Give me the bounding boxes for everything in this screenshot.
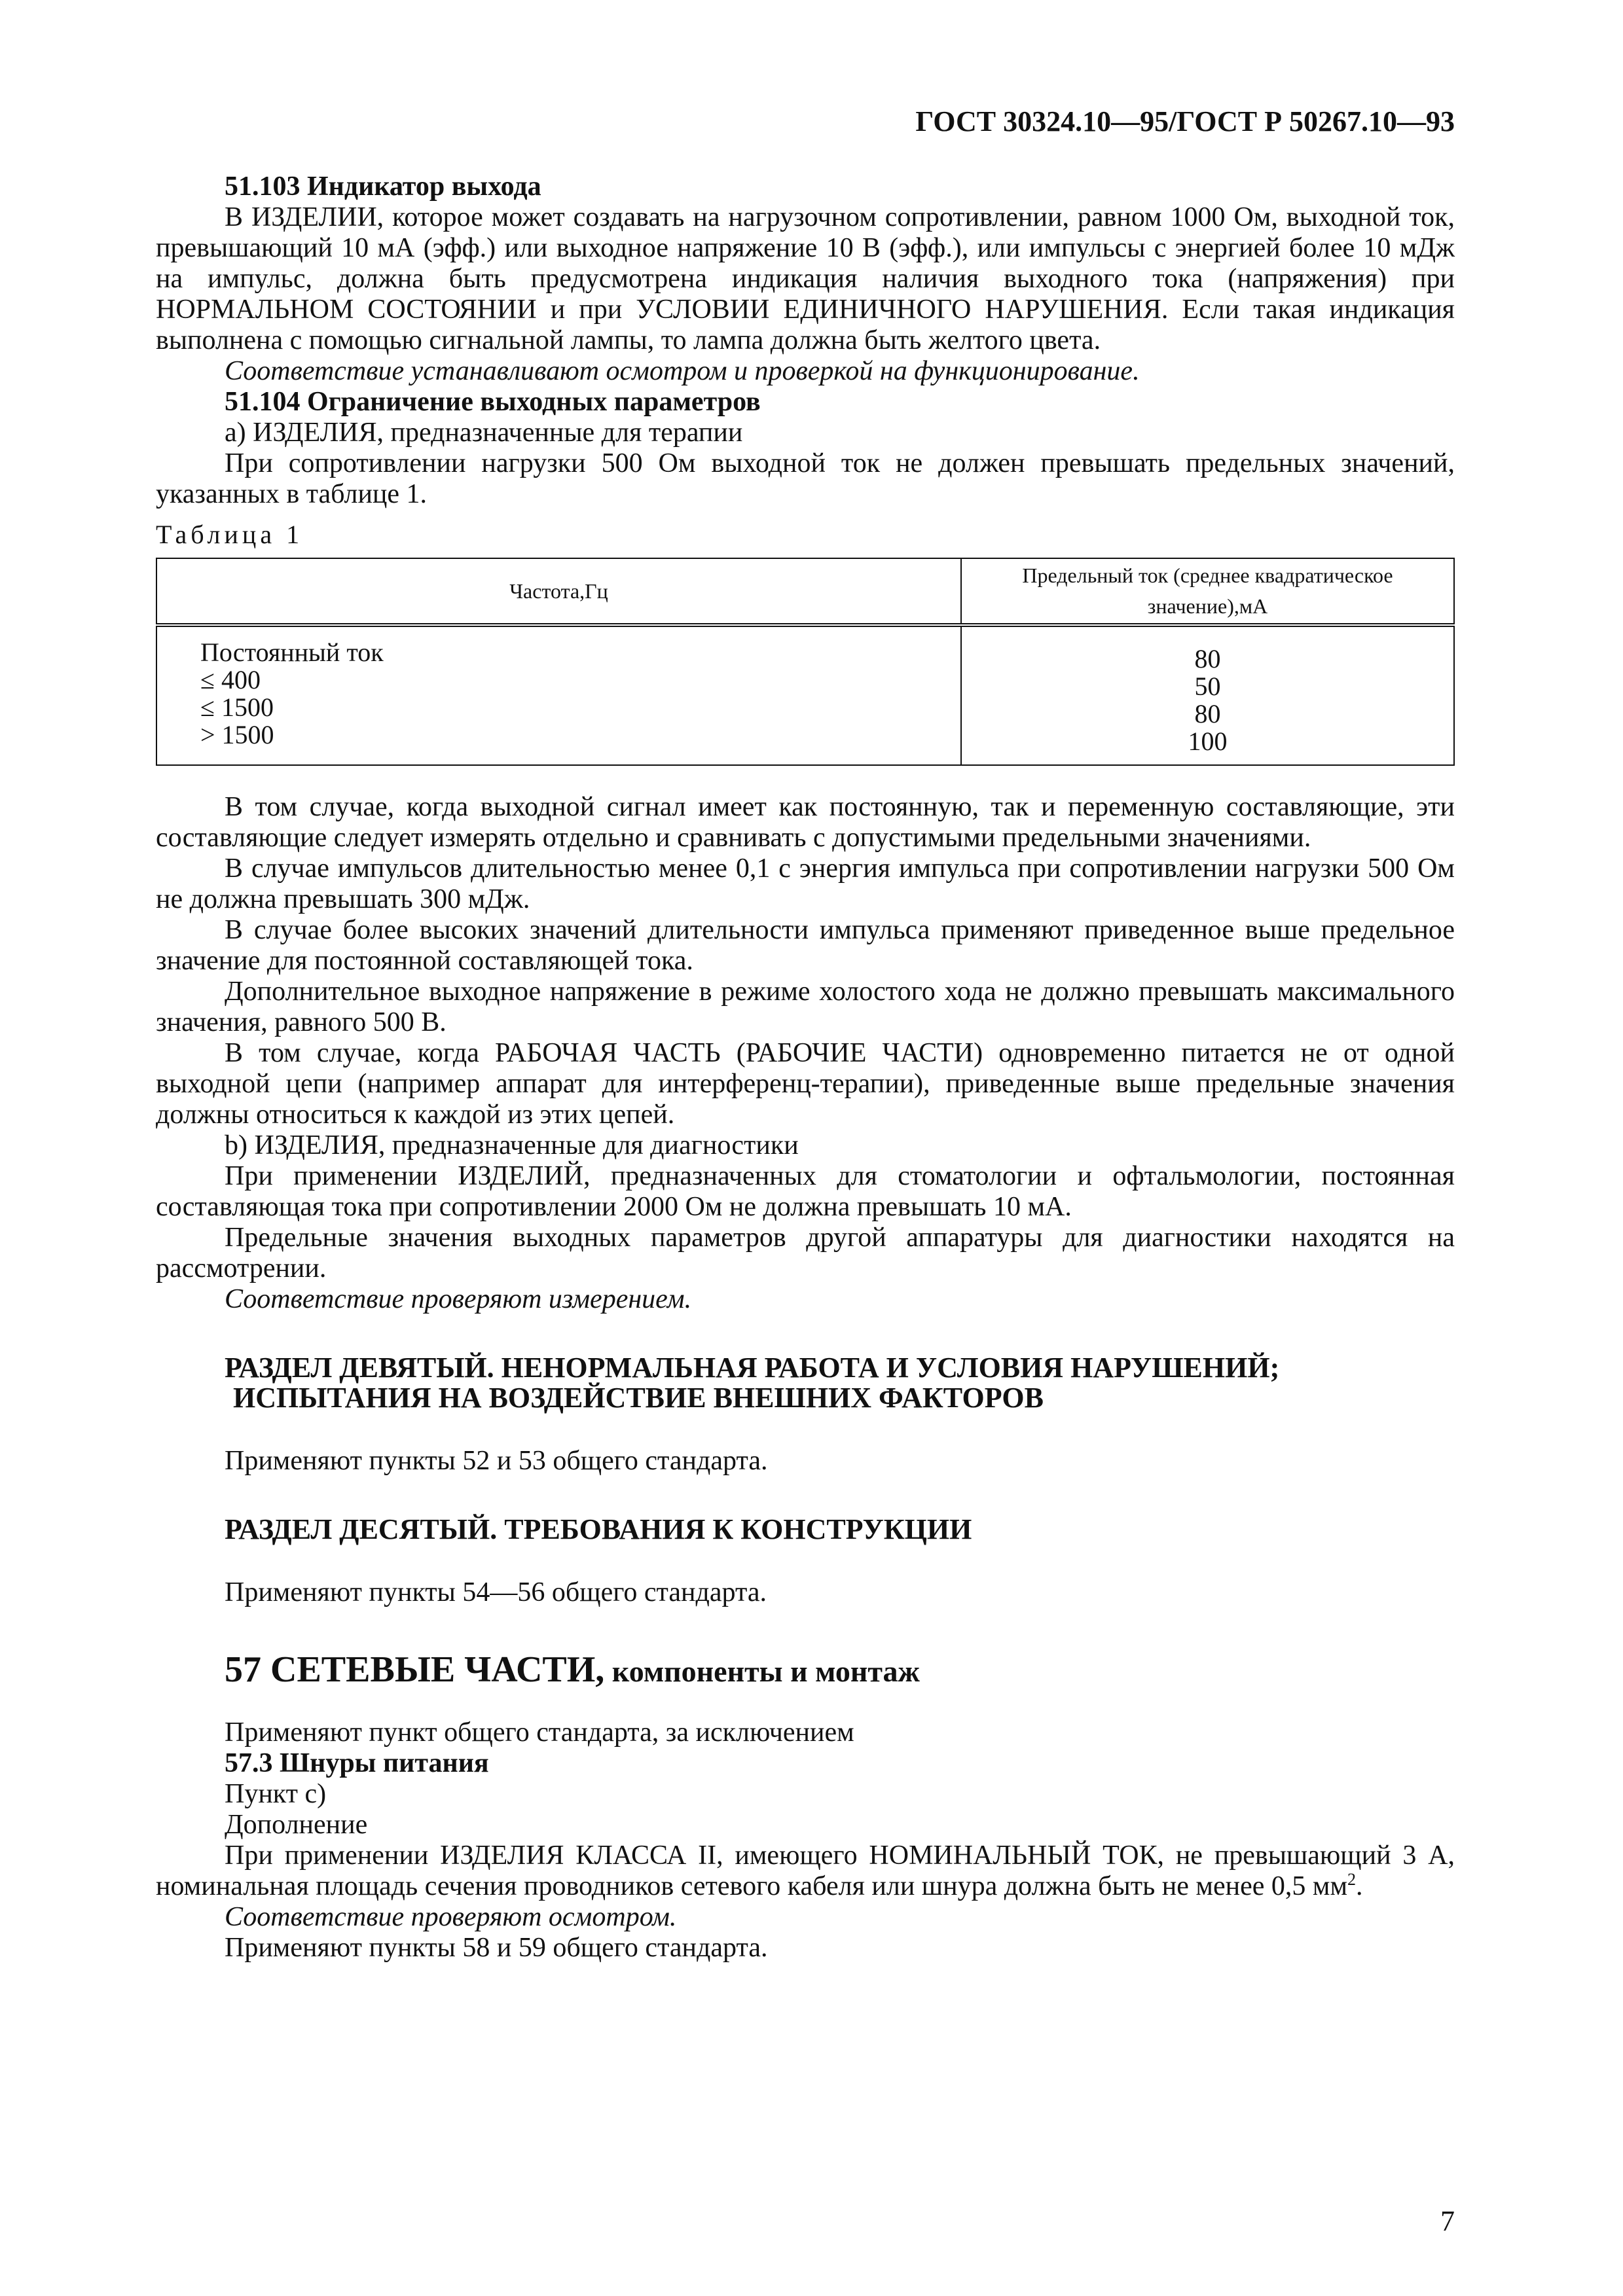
clause-51-104-item-a: а) ИЗДЕЛИЯ, предназначенные для терапии: [225, 418, 743, 448]
paragraph: Предельные значения выходных параметров другой аппаратуры для диагностики находятся на рассмотрении.: [156, 1223, 1455, 1283]
table-header-frequency: Частота,Гц: [156, 558, 961, 625]
clause-57-3-text-body: При применении ИЗДЕЛИЯ КЛАССА II, имеющего НОМИНАЛЬНЫЙ ТОК, не превышающий 3 А, номинальная площадь сечения проводников сетевого кабеля или шнура должна быть не менее 0,5 мм: [156, 1840, 1455, 1901]
section-10-text: Применяют пункты 54—56 общего стандарта.: [225, 1577, 767, 1607]
section-9-text: Применяют пункты 52 и 53 общего стандарта.: [225, 1446, 768, 1476]
paragraph: В том случае, когда выходной сигнал имеет как постоянную, так и переменную составляющие, эти составляющие следует измерять отдельно и сравнивать с допустимыми предельными значениями.: [156, 792, 1455, 853]
clause-57-3-item: Пункт с): [225, 1779, 327, 1809]
table-cell-frequencies: [156, 625, 961, 765]
limit-value: 50: [1194, 672, 1221, 701]
document-body: [156, 171, 1455, 1964]
standard-header: ГОСТ 30324.10—95/ГОСТ Р 50267.10—93: [915, 105, 1455, 137]
paragraph: В случае более высоких значений длительности импульса применяют приведенное выше предельное значение для постоянной составляющей тока.: [156, 915, 1455, 976]
superscript: 2: [1347, 1870, 1357, 1889]
clause-57-3-compliance: Соответствие проверяют осмотром.: [225, 1902, 677, 1932]
paragraph: При применении ИЗДЕЛИЙ, предназначенных для стоматологии и офтальмологии, постоянная составляющая тока при сопротивлении 2000 Ом не должна превышать 10 мА.: [156, 1161, 1455, 1222]
section-10-title: РАЗДЕЛ ДЕСЯТЫЙ. ТРЕБОВАНИЯ К КОНСТРУКЦИИ: [225, 1513, 972, 1545]
clause-51-103-text: В ИЗДЕЛИИ, которое может создавать на нагрузочном сопротивлении, равном 1000 Ом, выходной ток, превышающий 10 мА (эфф.) или выходное напряжение 10 В (эфф.), или импульсы с энергией более 10 мДж на импульс, должна быть предусмотрена индикация наличия выходного тока (напряжения) при НОРМАЛЬНОМ СОСТОЯНИИ и при УСЛОВИИ ЕДИНИЧНОГО НАРУШЕНИЯ. Если такая индикация выполнена с помощью сигнальной лампы, то лампа должна быть желтого цвета.: [156, 202, 1455, 355]
limit-value: 80: [1194, 644, 1221, 673]
table-caption: Таблица 1: [156, 520, 304, 549]
table-cell-limits: [961, 625, 1454, 765]
table-header-current-limit: Предельный ток (среднее квадратическое значение),мА: [961, 558, 1454, 625]
freq-value: Постоянный ток: [200, 637, 384, 667]
limit-value: 80: [1194, 699, 1221, 728]
clause-57-title-rest: компоненты и монтаж: [604, 1655, 920, 1688]
clause-57-3-text: [156, 1840, 1455, 1902]
clause-57-3-title: 57.3 Шнуры питания: [225, 1748, 489, 1778]
clause-57-intro: Применяют пункт общего стандарта, за исключением: [225, 1717, 854, 1748]
clause-57-closing: Применяют пункты 58 и 59 общего стандарта.: [225, 1933, 768, 1963]
clause-51-104-item-b: b) ИЗДЕЛИЯ, предназначенные для диагностики: [225, 1130, 799, 1160]
clause-57-title: [225, 1650, 1455, 1691]
clause-57-3-text-end: .: [1356, 1871, 1363, 1901]
clause-57-3-addition: Дополнение: [225, 1810, 368, 1840]
paragraph: Дополнительное выходное напряжение в режиме холостого хода не должно превышать максимального значения, равного 500 В.: [156, 977, 1455, 1037]
clause-51-104-title: 51.104 Ограничение выходных параметров: [225, 387, 761, 417]
page-number: 7: [1440, 2205, 1455, 2237]
section-9-title-line1: РАЗДЕЛ ДЕВЯТЫЙ. НЕНОРМАЛЬНАЯ РАБОТА И УСЛОВИЯ НАРУШЕНИЙ;: [225, 1352, 1280, 1384]
table-row: [156, 625, 1454, 765]
clause-51-103-title: 51.103 Индикатор выхода: [225, 171, 541, 202]
freq-value: > 1500: [200, 720, 274, 749]
limit-value: 100: [1188, 726, 1228, 756]
clause-51-104-compliance: Соответствие проверяют измерением.: [225, 1284, 692, 1314]
clause-51-103-compliance: Соответствие устанавливают осмотром и проверкой на функционирование.: [225, 356, 1140, 386]
table-1: [156, 558, 1455, 766]
paragraph: В том случае, когда РАБОЧАЯ ЧАСТЬ (РАБОЧИЕ ЧАСТИ) одновременно питается не от одной выходной цепи (например аппарат для интерференц-терапии), приведенные выше предельные значения должны относиться к каждой из этих цепей.: [156, 1038, 1455, 1130]
clause-51-104-text: При сопротивлении нагрузки 500 Ом выходной ток не должен превышать предельных значений, указанных в таблице 1.: [156, 448, 1455, 509]
section-9-title-line2: ИСПЫТАНИЯ НА ВОЗДЕЙСТВИЕ ВНЕШНИХ ФАКТОРОВ: [233, 1382, 1044, 1414]
clause-57-title-main: 57 СЕТЕВЫЕ ЧАСТИ,: [225, 1649, 605, 1690]
paragraph: В случае импульсов длительностью менее 0,1 с энергия импульса при сопротивлении нагрузки 500 Ом не должна превышать 300 мДж.: [156, 853, 1455, 914]
freq-value: ≤ 400: [200, 665, 261, 694]
freq-value: ≤ 1500: [200, 692, 274, 722]
